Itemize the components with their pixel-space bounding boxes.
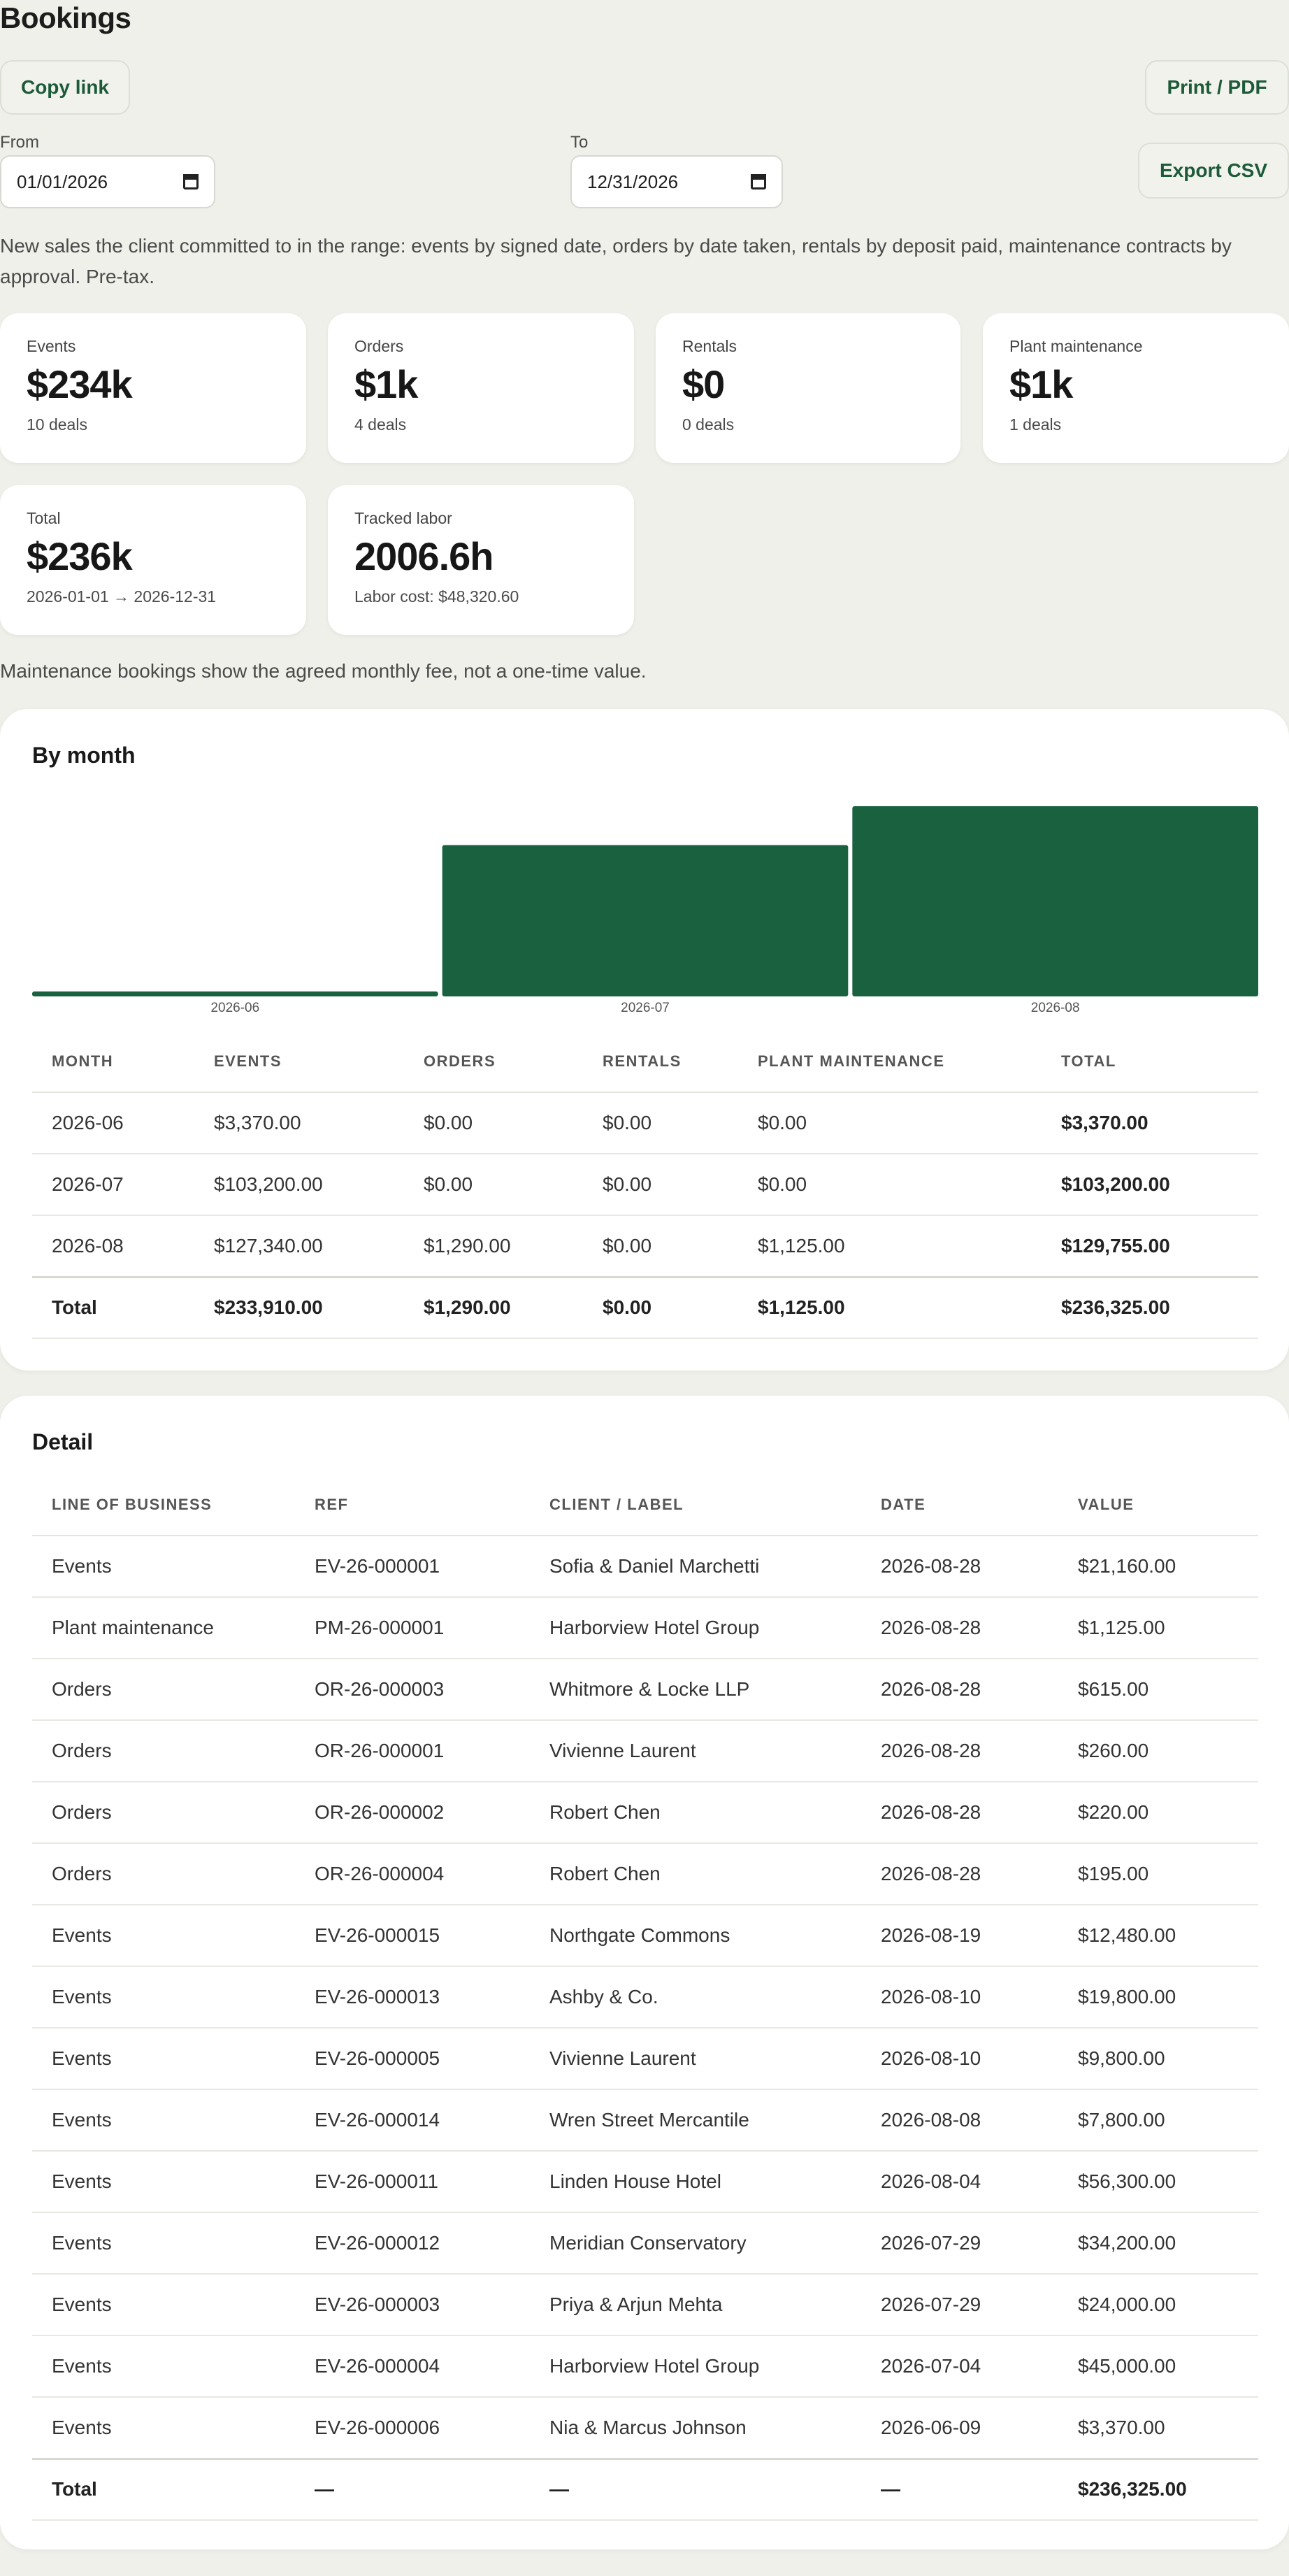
orders-total-cell: $1,290.00 — [404, 1277, 583, 1338]
kpi-value: $234k — [27, 362, 132, 406]
value-cell: $24,000.00 — [1058, 2274, 1258, 2335]
client-cell: Wren Street Mercantile — [530, 2089, 861, 2151]
client-cell: Nia & Marcus Johnson — [530, 2397, 861, 2459]
month-cell: 2026-07 — [32, 1154, 194, 1215]
date-cell: 2026-06-09 — [861, 2397, 1058, 2459]
table-row — [32, 1905, 1258, 1966]
line-of-business-cell: Events — [32, 2089, 295, 2151]
value-cell: $3,370.00 — [1058, 2397, 1258, 2459]
value-cell: $615.00 — [1058, 1659, 1258, 1720]
kpi-card-rentals — [656, 313, 960, 463]
date-cell: 2026-08-19 — [861, 1905, 1058, 1966]
events-cell: $127,340.00 — [194, 1215, 404, 1277]
client-cell: Harborview Hotel Group — [530, 2335, 861, 2397]
kpi-sub: 10 deals — [27, 415, 87, 434]
date-cell: 2026-08-28 — [861, 1597, 1058, 1659]
line-of-business-cell: Events — [32, 2212, 295, 2274]
by-month-bar-chart — [32, 797, 1258, 1017]
table-row — [32, 2335, 1258, 2397]
kpi-label: Rentals — [682, 337, 737, 355]
date-cell: 2026-08-28 — [861, 1782, 1058, 1843]
line-of-business-cell: Events — [32, 2151, 295, 2212]
column-header[interactable]: CLIENT / LABEL — [530, 1474, 861, 1536]
line-of-business-cell: Plant maintenance — [32, 1597, 295, 1659]
month-cell: 2026-08 — [32, 1215, 194, 1277]
rentals-cell: $0.00 — [583, 1215, 738, 1277]
empty-total-cell: — — [295, 2459, 530, 2520]
column-header[interactable]: RENTALS — [583, 1031, 738, 1092]
ref-cell: EV-26-000013 — [295, 1966, 530, 2028]
maintenance-cell: $0.00 — [738, 1092, 1042, 1154]
value-cell: $9,800.00 — [1058, 2028, 1258, 2089]
ref-cell: EV-26-000014 — [295, 2089, 530, 2151]
to-label: To — [570, 133, 589, 152]
copy-link-button[interactable]: Copy link — [0, 60, 130, 115]
kpi-card-events — [0, 313, 306, 463]
kpi-label: Orders — [354, 337, 404, 355]
column-header[interactable]: MONTH — [32, 1031, 194, 1092]
value-cell: $260.00 — [1058, 1720, 1258, 1782]
maintenance-cell: $0.00 — [738, 1154, 1042, 1215]
date-cell: 2026-08-28 — [861, 1536, 1058, 1597]
table-row — [32, 1536, 1258, 1597]
kpi-value: $0 — [682, 362, 725, 406]
table-header-row — [32, 1474, 1258, 1536]
ref-cell: EV-26-000006 — [295, 2397, 530, 2459]
grand-total-cell: $236,325.00 — [1058, 2459, 1258, 2520]
x-tick-label: 2026-08 — [1030, 1001, 1080, 1015]
events-cell: $3,370.00 — [194, 1092, 404, 1154]
from-label: From — [0, 133, 39, 152]
date-cell: 2026-08-28 — [861, 1720, 1058, 1782]
line-of-business-cell: Events — [32, 2274, 295, 2335]
total-cell: $103,200.00 — [1042, 1154, 1258, 1215]
column-header[interactable]: LINE OF BUSINESS — [32, 1474, 295, 1536]
line-of-business-cell: Orders — [32, 1782, 295, 1843]
client-cell: Sofia & Daniel Marchetti — [530, 1536, 861, 1597]
table-row — [32, 2397, 1258, 2459]
client-cell: Whitmore & Locke LLP — [530, 1659, 861, 1720]
month-cell: 2026-06 — [32, 1092, 194, 1154]
from-date-input[interactable] — [0, 155, 215, 208]
kpi-card-orders — [328, 313, 634, 463]
table-row — [32, 1154, 1258, 1215]
table-row — [32, 1659, 1258, 1720]
column-header[interactable]: DATE — [861, 1474, 1058, 1536]
client-cell: Linden House Hotel — [530, 2151, 861, 2212]
total-cell: $3,370.00 — [1042, 1092, 1258, 1154]
value-cell: $7,800.00 — [1058, 2089, 1258, 2151]
total-label-cell: Total — [32, 2459, 295, 2520]
rentals-total-cell: $0.00 — [583, 1277, 738, 1338]
table-row — [32, 1092, 1258, 1154]
intro-description: New sales the client committed to in the range: events by signed date, orders by date taken, rentals by deposit paid, maintenance contracts by approval. Pre-tax. — [0, 235, 1232, 287]
table-row — [32, 1966, 1258, 2028]
maintenance-cell: $1,125.00 — [738, 1215, 1042, 1277]
client-cell: Robert Chen — [530, 1843, 861, 1905]
client-cell: Meridian Conservatory — [530, 2212, 861, 2274]
line-of-business-cell: Events — [32, 2028, 295, 2089]
bar-2026-08[interactable] — [852, 806, 1258, 996]
to-date-value: 12/31/2026 — [587, 171, 679, 192]
ref-cell: OR-26-000004 — [295, 1843, 530, 1905]
table-total-row — [32, 1277, 1258, 1338]
kpi-label: Tracked labor — [354, 509, 452, 527]
table-row — [32, 1782, 1258, 1843]
ref-cell: OR-26-000001 — [295, 1720, 530, 1782]
client-cell: Priya & Arjun Mehta — [530, 2274, 861, 2335]
column-header[interactable]: TOTAL — [1042, 1031, 1258, 1092]
by-month-table — [32, 1031, 1258, 1339]
kpi-label: Total — [27, 509, 61, 527]
by-month-title: By month — [32, 743, 136, 768]
column-header[interactable]: PLANT MAINTENANCE — [738, 1031, 1042, 1092]
events-cell: $103,200.00 — [194, 1154, 404, 1215]
column-header[interactable]: VALUE — [1058, 1474, 1258, 1536]
line-of-business-cell: Events — [32, 2397, 295, 2459]
kpi-label: Plant maintenance — [1009, 337, 1143, 355]
kpi-sub: 2026-01-01 → 2026-12-31 — [27, 587, 217, 606]
kpi-card-total — [0, 485, 306, 635]
value-cell: $195.00 — [1058, 1843, 1258, 1905]
client-cell: Vivienne Laurent — [530, 1720, 861, 1782]
from-date-value: 01/01/2026 — [17, 171, 108, 192]
export-csv-button[interactable]: Export CSV — [1138, 143, 1289, 199]
column-header[interactable]: REF — [295, 1474, 530, 1536]
table-header-row — [32, 1031, 1258, 1092]
events-total-cell: $233,910.00 — [194, 1277, 404, 1338]
rentals-cell: $0.00 — [583, 1092, 738, 1154]
client-cell: Vivienne Laurent — [530, 2028, 861, 2089]
page-title: Bookings — [0, 1, 131, 34]
bar-2026-07[interactable] — [442, 845, 849, 996]
kpi-card-tracked-labor — [328, 485, 634, 635]
orders-cell: $1,290.00 — [404, 1215, 583, 1277]
kpi-value: $1k — [354, 362, 418, 406]
ref-cell: EV-26-000003 — [295, 2274, 530, 2335]
value-cell: $1,125.00 — [1058, 1597, 1258, 1659]
date-cell: 2026-07-29 — [861, 2212, 1058, 2274]
x-tick-label: 2026-07 — [621, 1001, 670, 1015]
ref-cell: EV-26-000004 — [295, 2335, 530, 2397]
client-cell: Northgate Commons — [530, 1905, 861, 1966]
line-of-business-cell: Events — [32, 2335, 295, 2397]
ref-cell: OR-26-000003 — [295, 1659, 530, 1720]
kpi-sub: 0 deals — [682, 415, 735, 434]
date-cell: 2026-08-08 — [861, 2089, 1058, 2151]
line-of-business-cell: Events — [32, 1536, 295, 1597]
table-total-row — [32, 2459, 1258, 2520]
column-header[interactable]: EVENTS — [194, 1031, 404, 1092]
client-cell: Harborview Hotel Group — [530, 1597, 861, 1659]
ref-cell: EV-26-000005 — [295, 2028, 530, 2089]
bar-2026-06[interactable] — [32, 992, 438, 996]
kpi-sub: 1 deals — [1009, 415, 1062, 434]
ref-cell: EV-26-000015 — [295, 1905, 530, 1966]
value-cell: $19,800.00 — [1058, 1966, 1258, 2028]
ref-cell: EV-26-000001 — [295, 1536, 530, 1597]
date-cell: 2026-07-29 — [861, 2274, 1058, 2335]
table-row — [32, 1843, 1258, 1905]
line-of-business-cell: Events — [32, 1905, 295, 1966]
detail-table — [32, 1474, 1258, 2521]
print-pdf-button[interactable]: Print / PDF — [1145, 60, 1289, 115]
date-cell: 2026-08-28 — [861, 1659, 1058, 1720]
empty-total-cell: — — [530, 2459, 861, 2520]
to-date-input[interactable] — [570, 155, 783, 208]
kpi-card-plant-maintenance — [983, 313, 1289, 463]
calendar-icon[interactable] — [183, 174, 199, 189]
line-of-business-cell: Orders — [32, 1843, 295, 1905]
column-header[interactable]: ORDERS — [404, 1031, 583, 1092]
orders-cell: $0.00 — [404, 1092, 583, 1154]
line-of-business-cell: Orders — [32, 1720, 295, 1782]
value-cell: $34,200.00 — [1058, 2212, 1258, 2274]
value-cell: $21,160.00 — [1058, 1536, 1258, 1597]
table-row — [32, 1215, 1258, 1277]
x-tick-label: 2026-06 — [210, 1001, 260, 1015]
table-row — [32, 2274, 1258, 2335]
value-cell: $220.00 — [1058, 1782, 1258, 1843]
date-cell: 2026-08-10 — [861, 2028, 1058, 2089]
date-cell: 2026-08-10 — [861, 1966, 1058, 2028]
orders-cell: $0.00 — [404, 1154, 583, 1215]
client-cell: Robert Chen — [530, 1782, 861, 1843]
ref-cell: OR-26-000002 — [295, 1782, 530, 1843]
detail-title: Detail — [32, 1429, 94, 1454]
line-of-business-cell: Orders — [32, 1659, 295, 1720]
client-cell: Ashby & Co. — [530, 1966, 861, 2028]
table-row — [32, 1720, 1258, 1782]
kpi-sub: 4 deals — [354, 415, 407, 434]
total-cell: $129,755.00 — [1042, 1215, 1258, 1277]
ref-cell: EV-26-000012 — [295, 2212, 530, 2274]
ref-cell: EV-26-000011 — [295, 2151, 530, 2212]
table-row — [32, 2089, 1258, 2151]
maintenance-total-cell: $1,125.00 — [738, 1277, 1042, 1338]
kpi-value: $1k — [1009, 362, 1073, 406]
table-row — [32, 2151, 1258, 2212]
ref-cell: PM-26-000001 — [295, 1597, 530, 1659]
date-cell: 2026-07-04 — [861, 2335, 1058, 2397]
date-cell: 2026-08-04 — [861, 2151, 1058, 2212]
total-label-cell: Total — [32, 1277, 194, 1338]
maintenance-note: Maintenance bookings show the agreed monthly fee, not a one-time value. — [0, 660, 647, 682]
rentals-cell: $0.00 — [583, 1154, 738, 1215]
grand-total-cell: $236,325.00 — [1042, 1277, 1258, 1338]
value-cell: $56,300.00 — [1058, 2151, 1258, 2212]
kpi-value: 2006.6h — [354, 534, 494, 578]
table-row — [32, 2212, 1258, 2274]
line-of-business-cell: Events — [32, 1966, 295, 2028]
value-cell: $12,480.00 — [1058, 1905, 1258, 1966]
kpi-value: $236k — [27, 534, 132, 578]
value-cell: $45,000.00 — [1058, 2335, 1258, 2397]
calendar-icon[interactable] — [751, 174, 766, 189]
table-row — [32, 2028, 1258, 2089]
kpi-label: Events — [27, 337, 76, 355]
table-row — [32, 1597, 1258, 1659]
date-cell: 2026-08-28 — [861, 1843, 1058, 1905]
empty-total-cell: — — [861, 2459, 1058, 2520]
kpi-sub: Labor cost: $48,320.60 — [354, 587, 519, 606]
